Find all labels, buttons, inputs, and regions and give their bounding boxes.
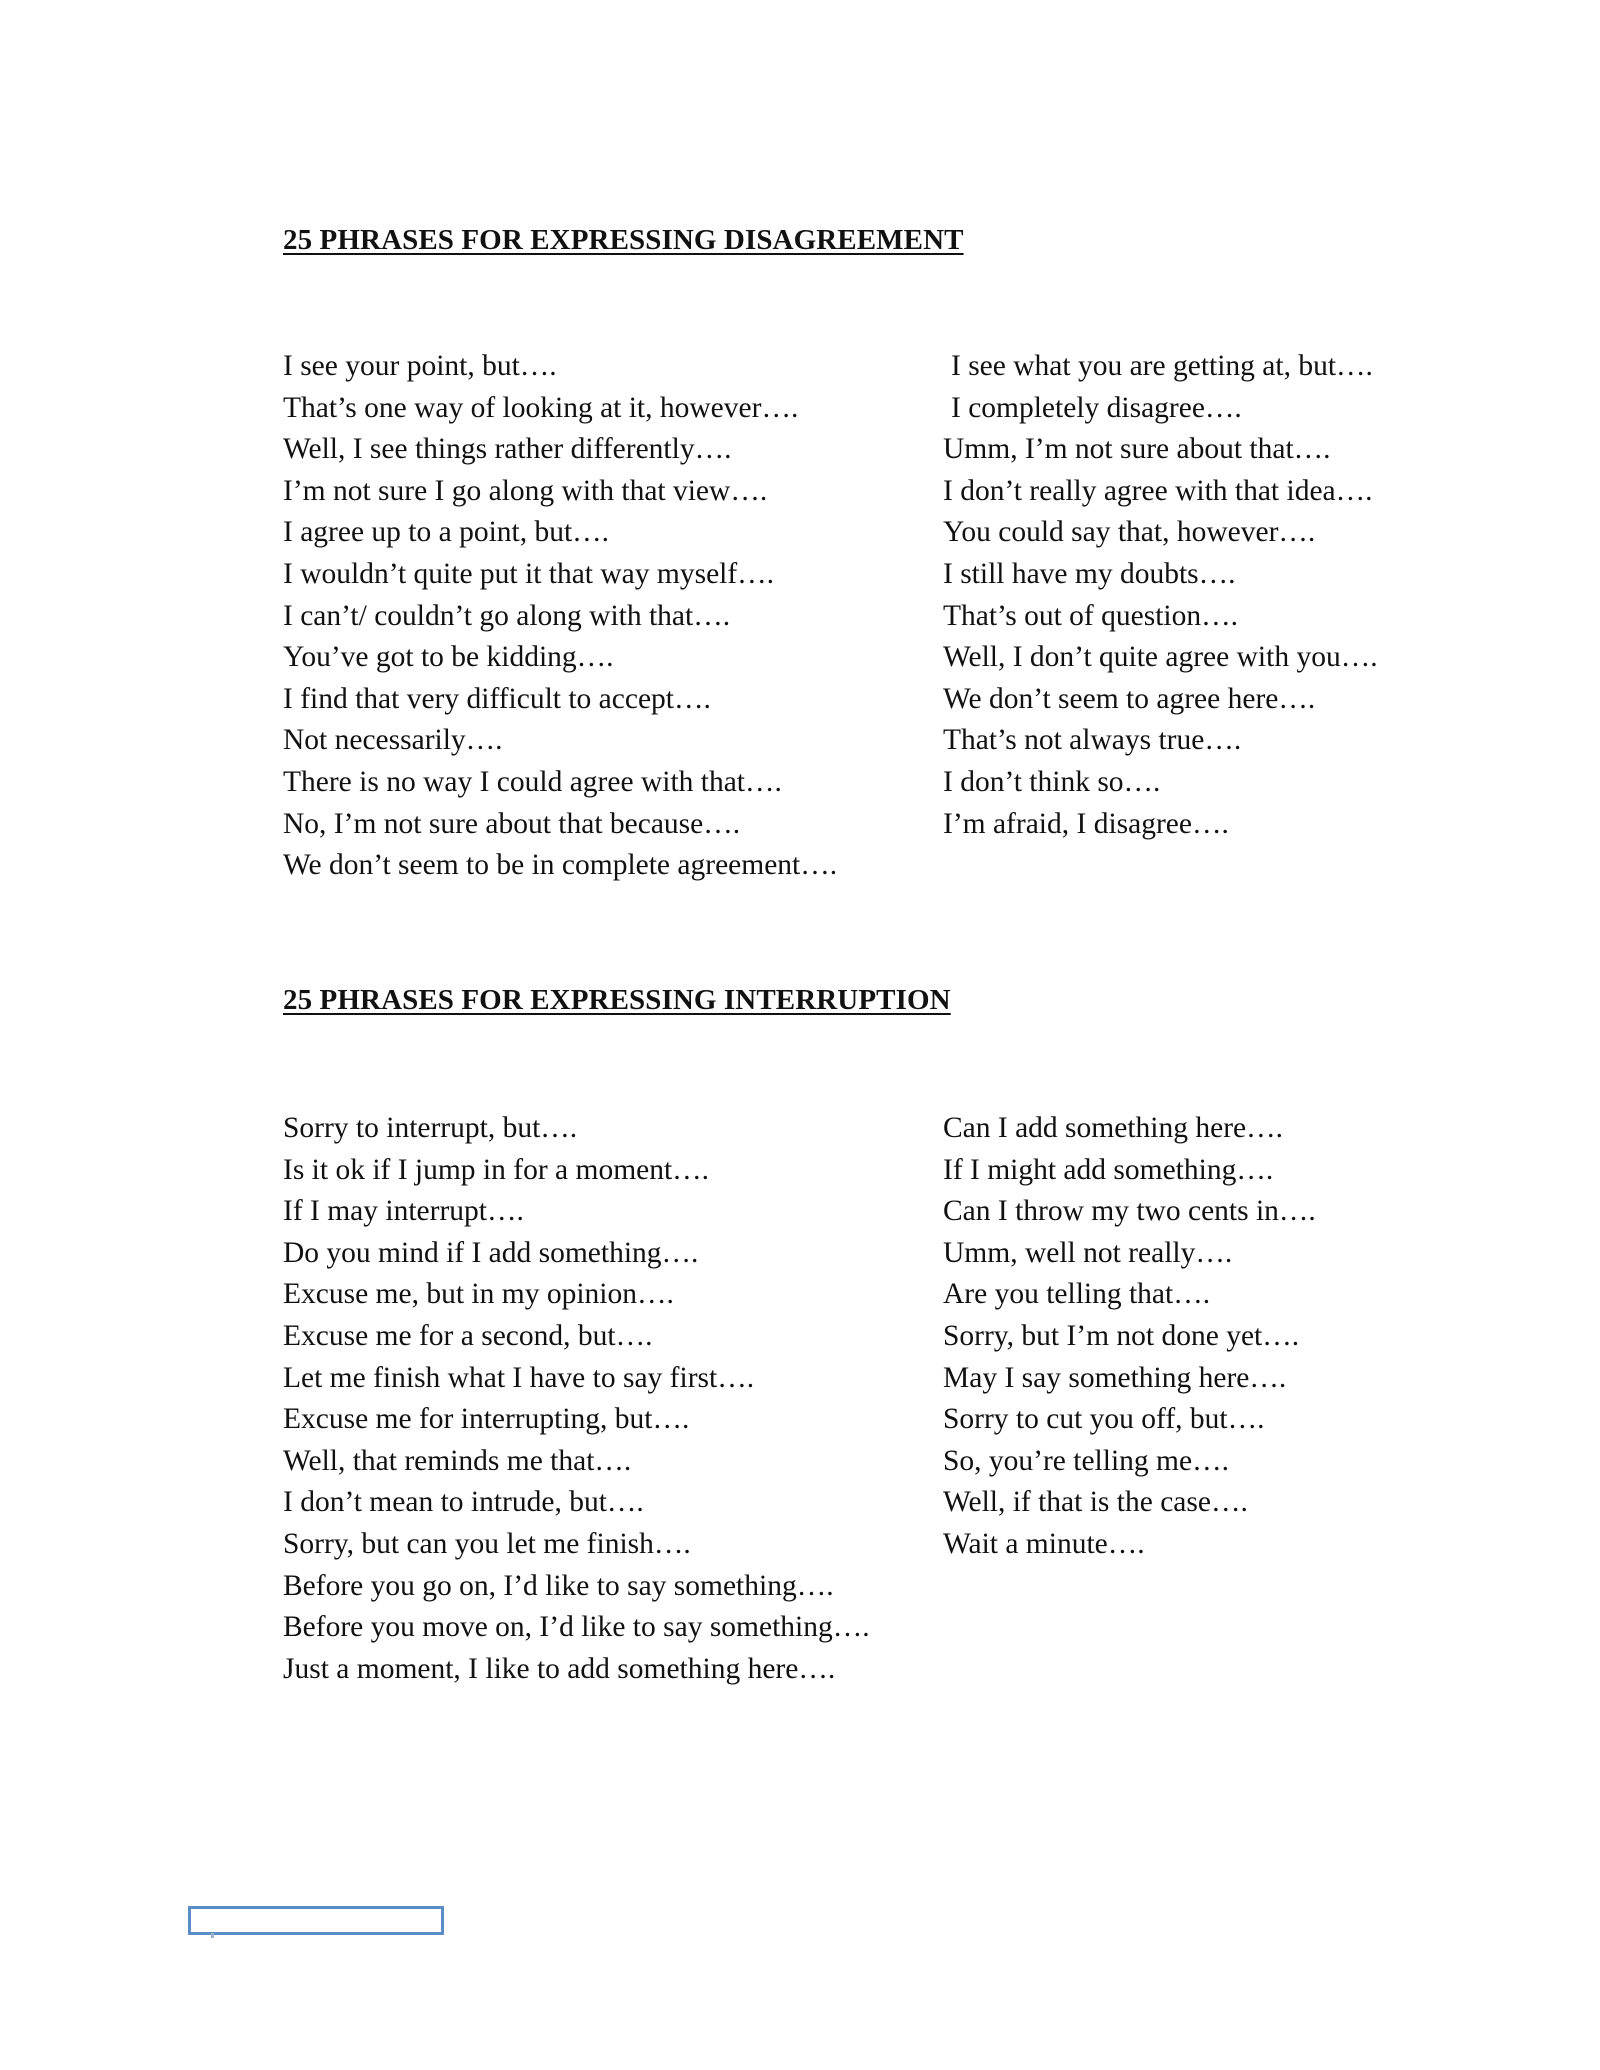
list-item: Let me finish what I have to say first…. (283, 1361, 755, 1394)
list-item: I see your point, but…. (283, 350, 557, 382)
list-item: Well, that reminds me that…. (283, 1444, 632, 1477)
list-item: Excuse me for a second, but…. (283, 1319, 653, 1352)
list-item: Can I throw my two cents in…. (943, 1195, 1316, 1228)
list-item: Umm, well not really…. (943, 1236, 1233, 1269)
list-item: Not necessarily…. (283, 724, 503, 757)
list-item: I completely disagree…. (951, 391, 1242, 424)
list-item: I agree up to a point, but…. (283, 516, 610, 549)
list-item: I’m not sure I go along with that view…. (283, 474, 768, 507)
list-item: Well, if that is the case…. (943, 1486, 1248, 1519)
list-item: Is it ok if I jump in for a moment…. (283, 1153, 710, 1186)
list-item: May I say something here…. (943, 1361, 1287, 1394)
list-item: So, you’re telling me…. (943, 1444, 1229, 1477)
list-item: Can I add something here…. (943, 1112, 1283, 1144)
list-item: You’ve got to be kidding…. (283, 641, 614, 674)
interruption-heading: 25 PHRASES FOR EXPRESSING INTERRUPTION (283, 984, 951, 1016)
list-item: Umm, I’m not sure about that…. (943, 433, 1331, 466)
disagreement-heading: 25 PHRASES FOR EXPRESSING DISAGREEMENT (283, 224, 964, 256)
list-item: Wait a minute…. (943, 1527, 1145, 1560)
list-item: Excuse me for interrupting, but…. (283, 1403, 690, 1436)
list-item: Are you telling that…. (943, 1278, 1211, 1311)
list-item: I’m afraid, I disagree…. (943, 807, 1229, 840)
list-item: I wouldn’t quite put it that way myself…. (283, 557, 775, 590)
list-item: I don’t think so…. (943, 765, 1161, 798)
list-item: You could say that, however…. (943, 516, 1316, 549)
list-item: Before you go on, I’d like to say something…. (283, 1569, 834, 1602)
list-item: There is no way I could agree with that…. (283, 765, 782, 798)
list-item: I don’t mean to intrude, but…. (283, 1486, 644, 1519)
disagreement-left-list (283, 346, 837, 887)
list-item: That’s not always true…. (943, 724, 1242, 757)
disagreement-right-list (943, 346, 1378, 845)
list-item: Sorry to cut you off, but…. (943, 1403, 1265, 1436)
list-item: If I might add something…. (943, 1153, 1274, 1186)
list-item: I find that very difficult to accept…. (283, 682, 711, 715)
list-item: We don’t seem to agree here…. (943, 682, 1316, 715)
list-item: That’s one way of looking at it, however…. (283, 391, 799, 424)
list-item: Do you mind if I add something…. (283, 1236, 699, 1269)
list-item: No, I’m not sure about that because…. (283, 807, 741, 840)
list-item: I can’t/ couldn’t go along with that…. (283, 599, 731, 632)
list-item: I don’t really agree with that idea…. (943, 474, 1373, 507)
list-item: Well, I don’t quite agree with you…. (943, 641, 1378, 674)
list-item: That’s out of question…. (943, 599, 1238, 632)
interruption-left-list (283, 1108, 870, 1690)
list-item: I still have my doubts…. (943, 557, 1236, 590)
interruption-right-list (943, 1108, 1316, 1566)
list-item: Sorry, but can you let me finish…. (283, 1527, 691, 1560)
list-item: If I may interrupt…. (283, 1195, 524, 1228)
list-item: Sorry, but I’m not done yet…. (943, 1319, 1300, 1352)
box-mark (211, 1933, 214, 1938)
list-item: Before you move on, I’d like to say something…. (283, 1611, 870, 1644)
list-item: Sorry to interrupt, but…. (283, 1112, 578, 1144)
list-item: I see what you are getting at, but…. (951, 350, 1373, 382)
list-item: Well, I see things rather differently…. (283, 433, 732, 466)
list-item: Excuse me, but in my opinion…. (283, 1278, 674, 1311)
list-item: We don’t seem to be in complete agreement…. (283, 849, 838, 882)
blue-outline-box (188, 1906, 444, 1935)
list-item: Just a moment, I like to add something here…. (283, 1652, 836, 1685)
